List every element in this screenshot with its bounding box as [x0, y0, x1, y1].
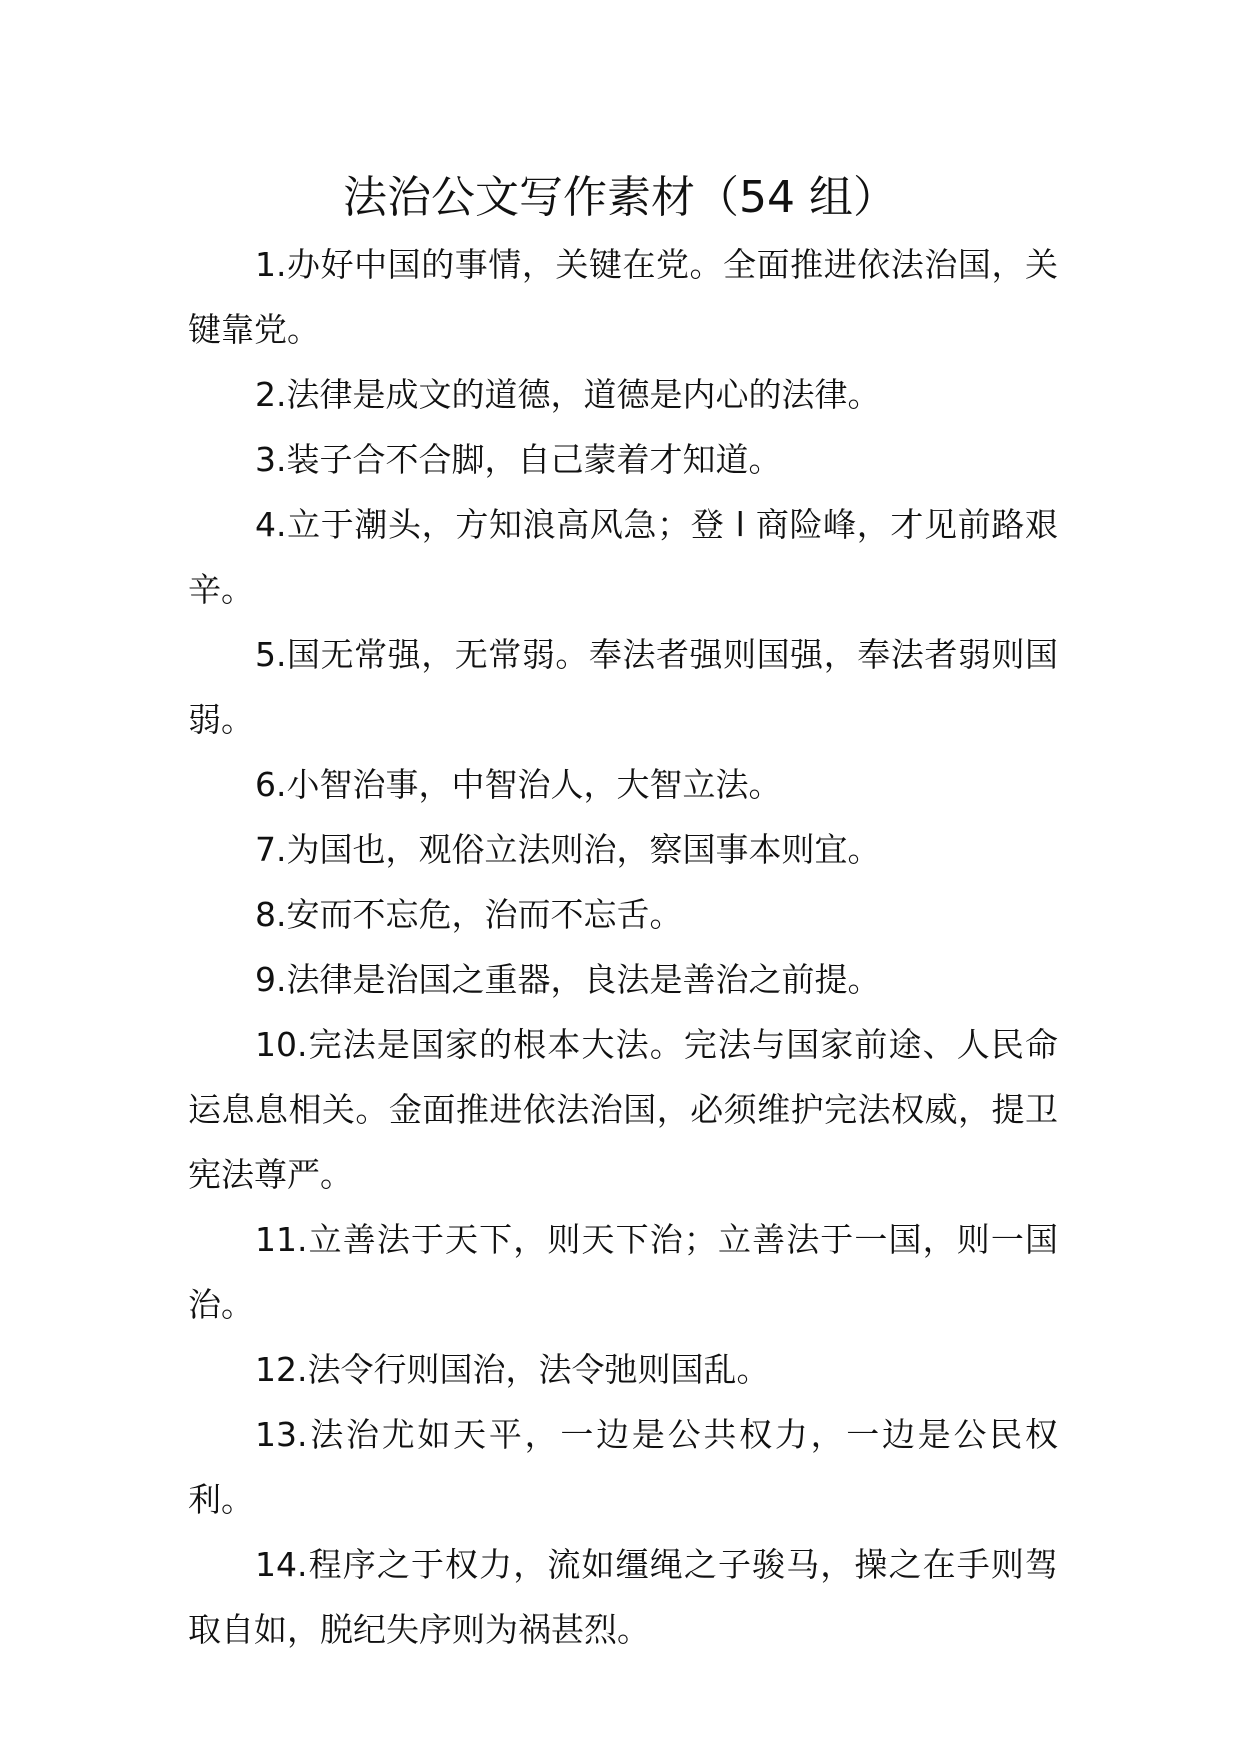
list-item: 8.安而不忘危，治而不忘舌。 — [255, 895, 683, 934]
list-item: 9.法律是治国之重器，良法是善治之前提。 — [255, 960, 881, 999]
document-body — [188, 232, 1058, 1662]
list-item: 6.小智治事，中智治人，大智立法。 — [255, 765, 782, 804]
list-item: 1.办好中国的事情，关键在党。全面推进依法治国，关键靠党。 — [188, 245, 1058, 349]
list-item: 13.法治尤如天平，一边是公共权力，一边是公民权利。 — [188, 1415, 1058, 1519]
list-item: 10.完法是国家的根本大法。完法与国家前途、人民命运息息相关。金面推进依法治国，必须维护完法权威，提卫宪法尊严。 — [188, 1025, 1058, 1194]
list-item: 2.法律是成文的道德，道德是内心的法律。 — [255, 375, 881, 414]
list-item: 11.立善法于天下，则天下治；立善法于一国，则一国治。 — [188, 1220, 1058, 1324]
list-item: 3.装子合不合脚，自己蒙着才知道。 — [255, 440, 782, 479]
list-item: 12.法令行则国治，法令弛则国乱。 — [255, 1350, 770, 1389]
list-item: 14.程序之于权力，流如缰绳之子骏马，操之在手则驾取自如，脱纪失序则为祸甚烈。 — [188, 1545, 1058, 1649]
list-item: 7.为国也，观俗立法则治，察国事本则宜。 — [255, 830, 881, 869]
list-item: 5.国无常强，无常弱。奉法者强则国强，奉法者弱则国弱。 — [188, 635, 1058, 739]
document-title: 法治公文写作素材（54 组） — [343, 172, 897, 223]
list-item: 4.立于潮头，方知浪高风急；登 l 商险峰，才见前路艰辛。 — [188, 505, 1058, 609]
